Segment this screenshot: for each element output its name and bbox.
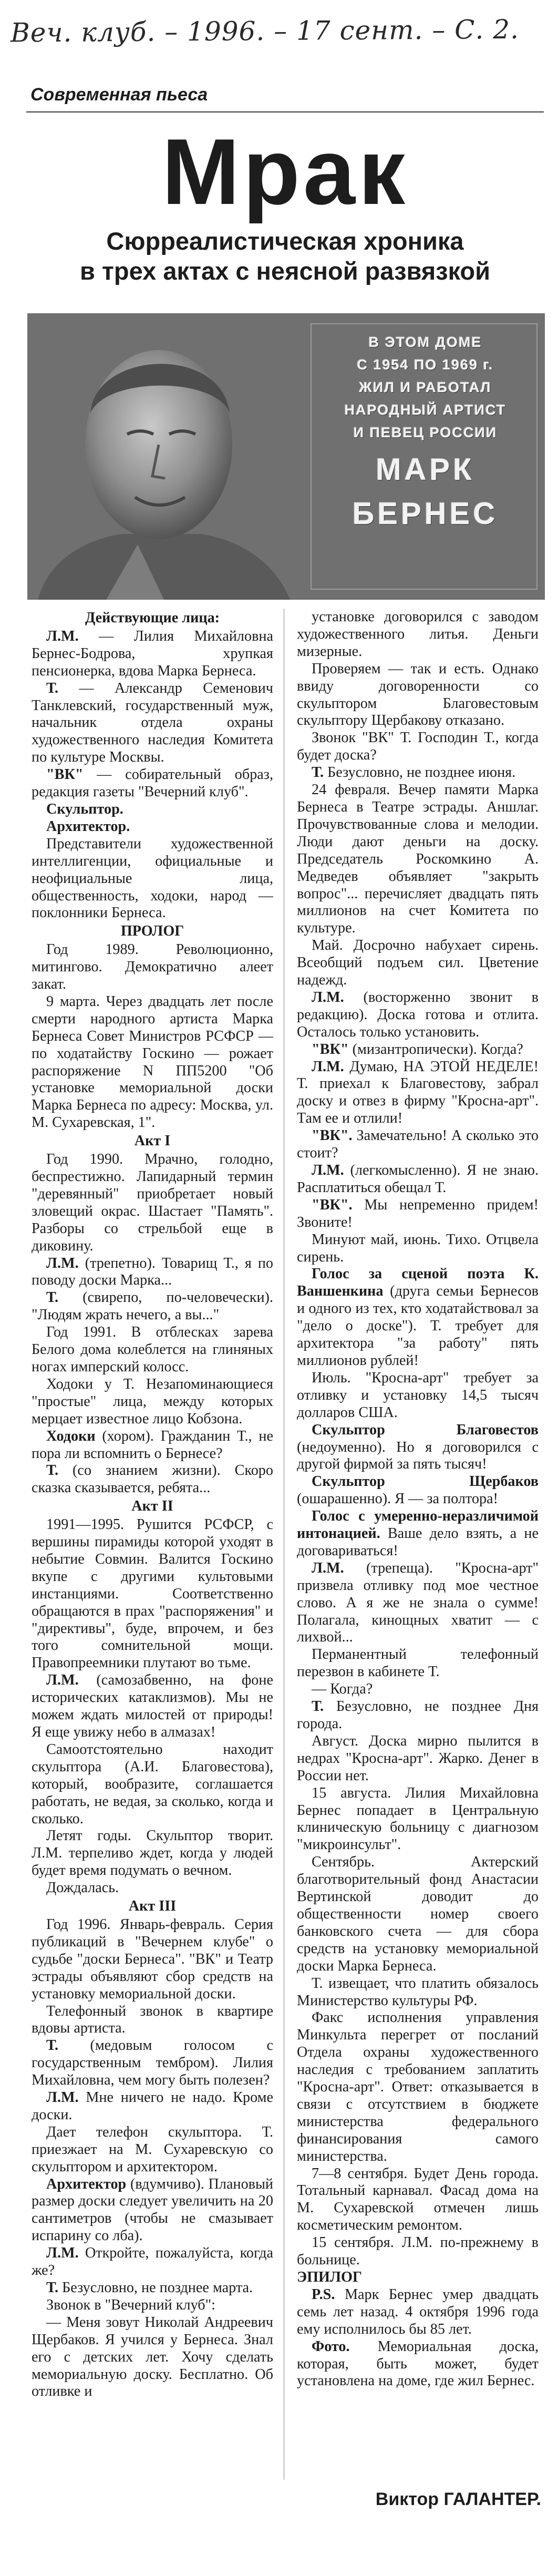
section-heading: ПРОЛОГ: [120, 923, 184, 940]
paragraph-text: 7—8 сентября. Будет День города. Тотальный карнавал. Фасад дома на М. Сухаревской отмечен лишь косметическим ремонтом.: [297, 2165, 539, 2234]
paragraph: [297, 1422, 539, 1474]
paragraph-text: Безусловно, не позднее марта.: [58, 2280, 253, 2296]
paragraph-text: (свирепо, по-человечески). "Людям жрать нечего, а вы...": [32, 1289, 273, 1323]
paragraph: [32, 2176, 273, 2245]
paragraph-text: Проверяем — так и есть. Однако ввиду договоренности со скульптором Благовестовым скульптору Щербакову отказано.: [297, 660, 539, 729]
paragraph-text: — Меня зовут Николай Андреевич Щербаков. Я учился у Бернеса. Знал его с детских лет. Хочу сделать мемориальную доску. Бесплатно. Об отливке и: [32, 2314, 273, 2400]
paragraph-text: Факс исполнения управления Минкульта перегрет от посланий Отдела охраны художественного наследия с требованием заплатить "Кросна-арт". Ответ: отказывается в связи с отсутствием в бюджете министерства федерального финансирования самого министерства.: [297, 2009, 539, 2164]
paragraph-text: Марк Бернес умер двадцать семь лет назад. 4 октября 1996 года ему исполнилось бы 85 лет.: [297, 2286, 539, 2337]
speaker-name: Архитектор: [46, 2175, 127, 2192]
article-subtitle: [26, 226, 544, 305]
paragraph-text: (медовым голосом с государственным тембром). Лилия Михайловна, чем могу быть полезен?: [32, 2037, 273, 2089]
speaker-name: P.S.: [312, 2286, 335, 2303]
paragraph-text: Звонок "ВК" Т. Господин Т., когда будет доска?: [297, 730, 539, 764]
text-column-left: [32, 609, 273, 2480]
paragraph-text: Август. Доска мирно пылится в недрах "Кросна-арт". Жарко. Денег в России нет.: [297, 1732, 539, 1784]
paragraph: [297, 1162, 539, 1197]
memorial-plaque-photo: [27, 313, 545, 600]
paragraph: [32, 1828, 273, 1880]
speaker-name: Т.: [46, 680, 59, 696]
speaker-name: "ВК".: [312, 1196, 353, 1213]
paragraph: [297, 1197, 539, 1231]
subtitle-line: Сюрреалистическая хроника: [106, 227, 464, 255]
section-rubric: Современная пьеса: [26, 79, 544, 112]
paragraph-text: (восторженно звонит в редакцию). Доска готова и отлита. Осталось только установить.: [297, 989, 539, 1040]
plaque-name: БЕРНЕС: [352, 497, 499, 531]
speaker-name: Л.М.: [46, 1672, 79, 1689]
paragraph-text: Минуют май, июнь. Тихо. Отцвела сирень.: [297, 1231, 539, 1265]
paragraph-text: Безусловно, не позднее Дня города.: [297, 1698, 539, 1732]
plaque-line: НАРОДНЫЙ АРТИСТ: [344, 402, 507, 418]
plaque-line: В ЭТОМ ДОМЕ: [368, 334, 482, 350]
speaker-name: Т.: [46, 2280, 59, 2296]
paragraph-text: Дождалась.: [46, 1880, 119, 1896]
paragraph: [32, 2003, 273, 2038]
paragraph: [32, 818, 273, 836]
plaque-line: С 1954 ПО 1969 г.: [357, 357, 494, 373]
paragraph: [297, 1681, 539, 1698]
paragraph-text: Самоотстоятельно находит скульптора (А.И. Благовестова), который, вообразите, соглашается работать, не ведая, за сколько, когда и сколько.: [32, 1741, 273, 1827]
text-column-right: [297, 609, 539, 2480]
paragraph: [297, 1785, 539, 1854]
section-heading: Акт III: [128, 1898, 177, 1915]
paragraph: [32, 2089, 273, 2124]
paragraph: [297, 1266, 539, 1369]
speaker-name: Скульптор.: [46, 800, 123, 817]
paragraph: [32, 1324, 273, 1376]
speaker-name: Голос с умеренно-неразличимой интонацией.: [297, 1508, 539, 1542]
paragraph: [297, 2286, 539, 2338]
paragraph-text: Год 1996. Январь-февраль. Серия публикаций в "Вечернем клубе" о судьбе "доски Бернеса". "ВК" и Театр эстрады объявляют сбор средств на установку мемориальной доски.: [32, 1916, 273, 2002]
section-heading: Акт I: [134, 1133, 171, 1150]
paragraph-text: Представители художественной интеллигенции, официальные и неофициальные лица, общественность, ходоки, народ — поклонники Бернеса.: [32, 835, 273, 921]
plaque-line: И ПЕВЕЦ РОССИИ: [353, 425, 498, 440]
author-byline: Виктор ГАЛАНТЕР.: [375, 2489, 541, 2509]
paragraph-text: (ошарашенно). Я — за полтора!: [297, 1491, 498, 1507]
speaker-name: "ВК".: [312, 1127, 353, 1144]
speaker-name: Т.: [312, 1698, 324, 1715]
paragraph: [32, 1289, 273, 1324]
paragraph: [297, 2234, 539, 2269]
paragraph: [297, 1646, 539, 1681]
paragraph-text: — Александр Семенович Танклевский, государственный муж, начальник отдела охраны художественного наследия Комитета по культуре Москвы.: [32, 680, 273, 766]
paragraph: [32, 1151, 273, 1255]
plaque-line: ЖИЛ И РАБОТАЛ: [359, 379, 492, 395]
paragraph-text: Май. Досрочно набухает сирень. Всеобщий подъем сил. Цветение надежд.: [297, 937, 539, 989]
paragraph-text: Год 1990. Мрачно, голодно, беспрестижно. Лапидарный термин "деревянный" приобретает новый зловещий окрас. Шастает "Память". Разборы со стрельбой еще в диковину.: [32, 1151, 273, 1254]
paragraph: [32, 2280, 273, 2297]
paragraph: [297, 1698, 539, 1733]
speaker-name: Л.М.: [46, 2245, 79, 2262]
paragraph-text: 1991—1995. Рушится РСФСР, с вершины пирамиды которой уходят в небытие Совмин. Валится Госкино вкупе с другими культовыми инстанциями. Соответственно обращаются в прах "распоряжения" и "директивы", буде, впрочем, и без того сомнительной мощи. Правопреемники плутают во тьме.: [32, 1516, 273, 1671]
speaker-name: "ВК": [312, 1041, 349, 1058]
section-heading: Действующие лица:: [85, 610, 220, 626]
paragraph: [297, 1041, 539, 1059]
speaker-name: Л.М.: [312, 1162, 344, 1178]
paragraph: [32, 1376, 273, 1428]
paragraph: [297, 1127, 539, 1162]
paragraph: [297, 937, 539, 989]
speaker-name: Л.М.: [312, 1559, 344, 1576]
paragraph-text: (самозабвенно, на фоне исторических катаклизмов). Мы не можем ждать милостей от природы! Я еще увижу небо в алмазах!: [32, 1672, 273, 1740]
speaker-name: Л.М.: [46, 1255, 79, 1271]
paragraph: [297, 1975, 539, 2010]
paragraph-text: Год 1989. Революционно, митингово. Демократично алеет закат.: [32, 941, 273, 993]
paragraph-text: (легкомысленно). Я не знаю. Расплатиться обещал Т.: [297, 1162, 539, 1196]
paragraph: [32, 680, 273, 767]
paragraph: [297, 1370, 539, 1422]
paragraph: [32, 993, 273, 1132]
section-heading: ЭПИЛОГ: [297, 2269, 362, 2285]
speaker-name: Т.: [46, 2037, 59, 2054]
paragraph: [32, 2297, 273, 2314]
paragraph: [297, 609, 539, 661]
paragraph-text: Дает телефон скульптора. Т. приезжает на М. Сухаревскую со скульптором и архитектором.: [32, 2123, 273, 2175]
paragraph-text: Т. извещает, что платить обязалось Министерство культуры РФ.: [297, 1975, 539, 2009]
paragraph: [32, 628, 273, 680]
paragraph-text: Ходоки у Т. Незапоминающиеся "простые" лица, между которых мерцает известное лицо Кобзона.: [32, 1376, 273, 1427]
paragraph-text: Думаю, НА ЭТОЙ НЕДЕЛЕ! Т. приехал к Благовестову, забрал доску и отвез в фирму "Кросна-арт". Там ее и отлили!: [297, 1058, 539, 1127]
paragraph-text: установке договорился с заводом художественного литья. Деньги мизерные.: [297, 609, 539, 660]
paragraph: [297, 1231, 539, 1266]
paragraph-text: (трепеща). "Кросна-арт" призвела отливку под мое честное слово. А я же не знала о сумме! Полагала, кинощных хватит — с лихвой...: [297, 1559, 539, 1646]
paragraph-text: Летят годы. Скульптор творит. Л.М. терпеливо ждет, когда у людей будет время подумать о вечном.: [32, 1828, 273, 1879]
paragraph-text: (недоуменно). Но я договорился с другой фирмой за пять тысяч!: [297, 1439, 539, 1473]
paragraph: [297, 1473, 539, 1508]
paragraph: [297, 1854, 539, 1975]
paragraph-text: 15 сентября. Л.М. по-прежнему в больнице.: [297, 2234, 539, 2269]
handwritten-citation: Веч. клуб. – 1996. – 17 сент. – С. 2.: [10, 14, 520, 48]
paragraph: [32, 941, 273, 993]
paragraph-text: Звонок в "Вечерний клуб":: [46, 2296, 215, 2313]
paragraph: [32, 2037, 273, 2089]
paragraph: [32, 2124, 273, 2176]
paragraph-text: (хором). Гражданин Т., не пора ли вспомнить о Бернесе?: [32, 1428, 273, 1462]
paragraph-text: Ваше дело взять, а не договариваться!: [297, 1525, 539, 1559]
subtitle-line: в трех актах с неясной развязкой: [79, 257, 491, 285]
paragraph: [32, 1255, 273, 1290]
paragraph: [32, 1916, 273, 2003]
paragraph-text: Замечательно! А сколько это стоит?: [297, 1127, 539, 1162]
paragraph: [32, 1428, 273, 1463]
paragraph-text: Телефонный звонок в квартире вдовы артиста.: [32, 2003, 273, 2037]
paragraph: [32, 1741, 273, 1828]
paragraph-text: Откройте, пожалуйста, когда же?: [32, 2245, 273, 2279]
paragraph-text: Безусловно, не позднее июня.: [324, 764, 516, 781]
paragraph: [297, 764, 539, 782]
paragraph-text: Мне ничего не надо. Кроме доски.: [32, 2089, 273, 2123]
paragraph: [32, 836, 273, 922]
paragraph-text: (мизантропически). Когда?: [348, 1041, 523, 1058]
paragraph: [32, 2314, 273, 2401]
paragraph-text: (трепетно). Товарищ Т., я по поводу доски Марка...: [32, 1255, 273, 1289]
plaque-inscription: [322, 331, 529, 578]
paragraph: [32, 1880, 273, 1897]
paragraph: [32, 1462, 273, 1497]
speaker-name: Голос за сценой поэта К. Ваншенкина: [297, 1266, 539, 1300]
paragraph: [297, 989, 539, 1041]
speaker-name: Скульптор Благовестов: [312, 1421, 539, 1438]
paragraph-text: — Лилия Михайловна Бернес-Бодрова, хрупкая пенсионерка, вдова Марка Бернеса.: [32, 628, 273, 679]
speaker-name: Т.: [46, 1289, 59, 1306]
speaker-name: Т.: [46, 1462, 59, 1479]
paragraph: [297, 782, 539, 937]
speaker-name: Фото.: [312, 2338, 350, 2355]
speaker-name: Л.М.: [312, 989, 344, 1005]
speaker-name: Скульптор Щербаков: [312, 1473, 539, 1490]
speaker-name: Архитектор.: [46, 818, 130, 835]
paragraph-text: — Когда?: [312, 1681, 373, 1698]
paragraph-text: Июль. "Кросна-арт" требует за отливку и установку 14,5 тысяч долларов США.: [297, 1369, 539, 1421]
paragraph: [32, 801, 273, 818]
paragraph-text: (со знанием жизни). Скоро сказка сказывается, ребята...: [32, 1462, 273, 1496]
paragraph-text: Мы непременно придем! Звоните!: [297, 1196, 539, 1230]
paragraph-text: — собирательный образ, редакция газеты "Вечерний клуб".: [32, 766, 273, 800]
paragraph-text: (друга семьи Бернесов и одного из тех, кто ходатайствовал за "дело о доске"). Т. требует для архитектора "за работу" пять миллионов рублей!: [297, 1283, 539, 1369]
article-title: Мрак: [161, 119, 409, 224]
paragraph-text: (вдумчиво). Плановый размер доски следует увеличить на 20 сантиметров (чтобы не смазывает испарину со лба).: [32, 2175, 273, 2244]
paragraph-text: 15 августа. Лилия Михайловна Бернес попадает в Центральную клиническую больницу с диагнозом "микроинсульт".: [297, 1784, 539, 1853]
paragraph-text: Перманентный телефонный перезвон в кабинете Т.: [297, 1646, 539, 1680]
speaker-name: Л.М.: [46, 2089, 79, 2106]
paragraph-text: Сентябрь. Актерский благотворительный фонд Анастасии Вертинской доводит до общественности номер своего банковского счета — для сбора средств на установку мемориальной доски Марка Бернеса.: [297, 1854, 539, 1974]
speaker-name: Ходоки: [46, 1428, 96, 1444]
paragraph: [32, 1672, 273, 1741]
paragraph: [32, 1516, 273, 1672]
paragraph: [32, 2245, 273, 2280]
paragraph: [297, 2338, 539, 2390]
paragraph: [297, 661, 539, 730]
paragraph: [297, 1059, 539, 1128]
speaker-name: Т.: [312, 764, 324, 781]
paragraph-text: 9 марта. Через двадцать лет после смерти народного артиста Марка Бернеса Совет Министров РСФСР — по ходатайству Госкино — рожает распоряжение N ПП5200 "Об установке мемориальной доски Марка Бернеса по адресу: Москва, ул. М. Сухаревская, 1".: [32, 993, 273, 1131]
paragraph: [297, 1560, 539, 1647]
speaker-name: "ВК": [46, 766, 84, 783]
paragraph: [297, 1508, 539, 1560]
paragraph: [32, 766, 273, 801]
paragraph-text: Мемориальная доска, которая, быть может, будет установлена на доме, где жил Бернес.: [297, 2338, 539, 2389]
section-heading: Акт II: [131, 1498, 173, 1515]
paragraph: [297, 730, 539, 764]
plaque-name: МАРК: [376, 453, 475, 487]
paragraph: [297, 2166, 539, 2235]
paragraph-text: 24 февраля. Вечер памяти Марка Бернеса в Театре эстрады. Аншлаг. Прочувствованные слова и мелодии. Люди дают деньги на доску. Председатель Роскомкино А. Медведев объявляет "закрыть вопрос"... перечисляет двадцать пять миллионов на счет Комитета по культуре.: [297, 782, 539, 937]
speaker-name: Л.М.: [46, 628, 79, 644]
paragraph: [297, 2009, 539, 2165]
paragraph: [297, 1733, 539, 1785]
paragraph-text: Год 1991. В отблесках зарева Белого дома колеблется на глиняных ногах имперский колосс.: [32, 1324, 273, 1375]
speaker-name: Л.М.: [312, 1058, 344, 1075]
